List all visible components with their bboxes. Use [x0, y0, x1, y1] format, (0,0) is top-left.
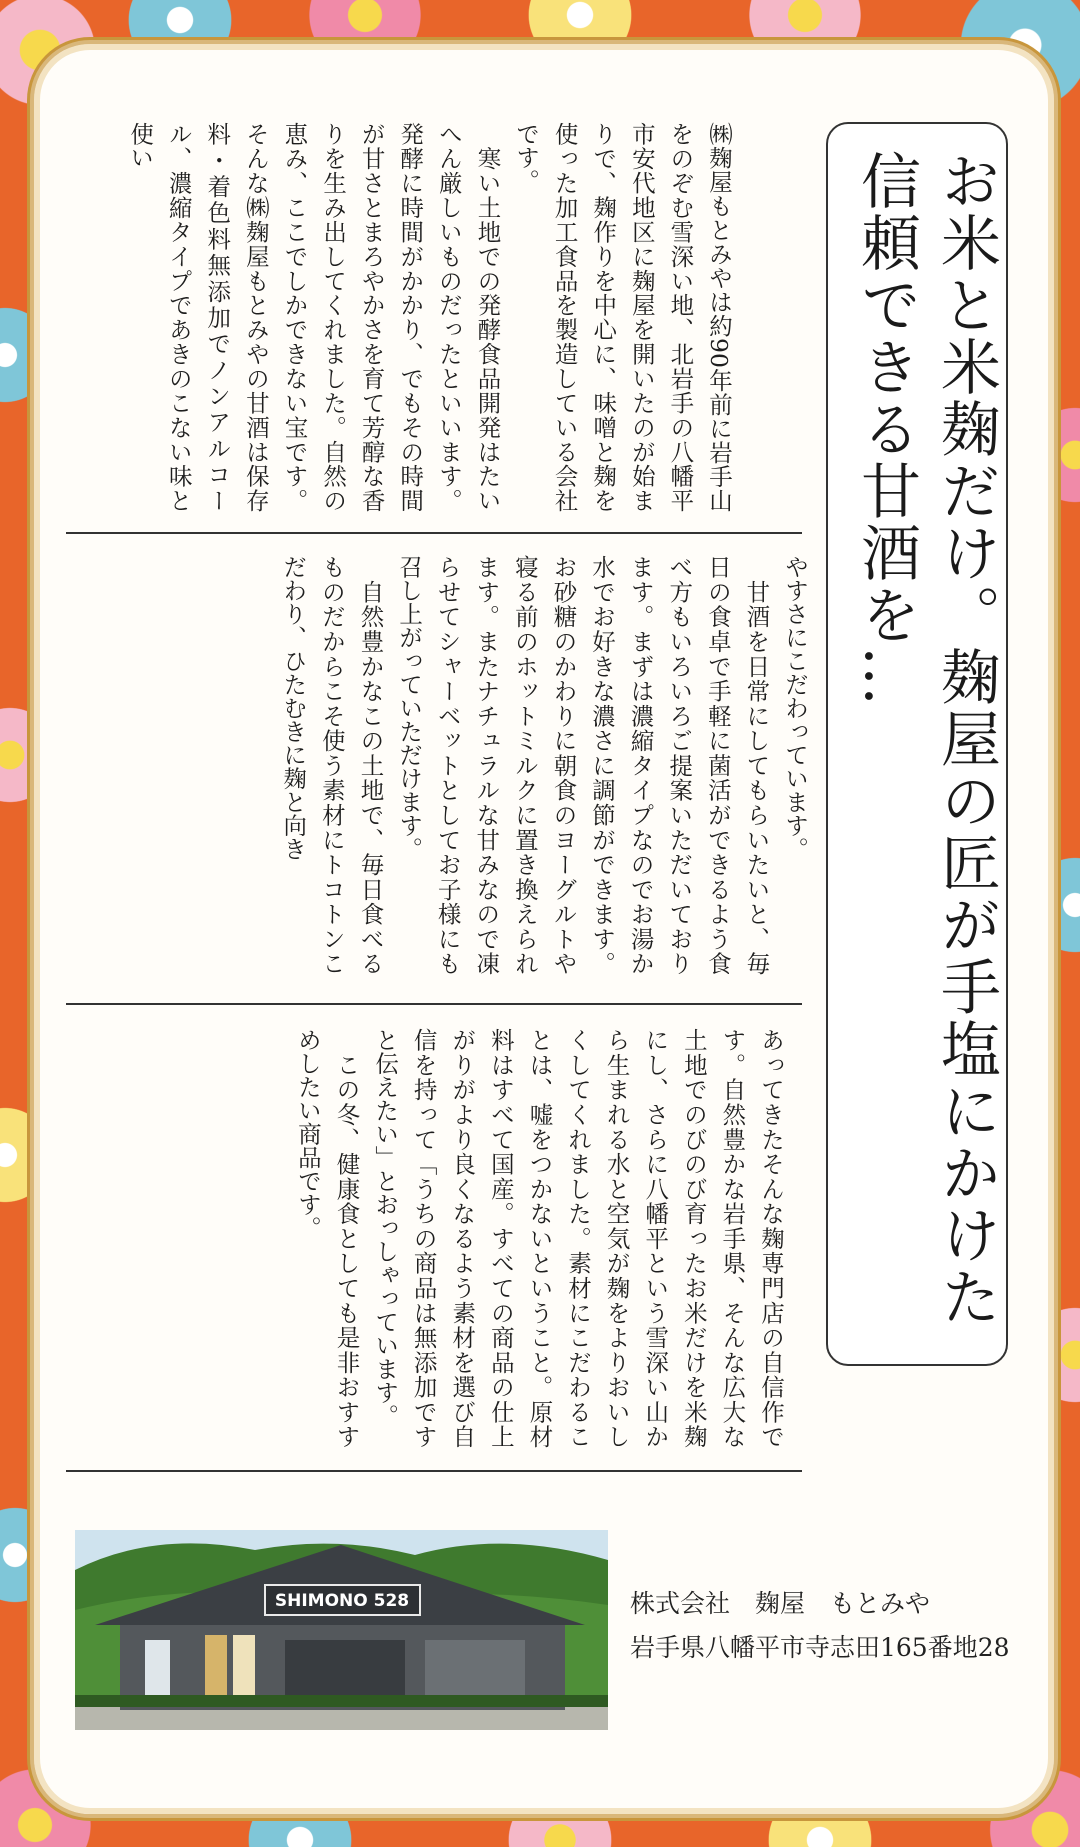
storefront-sign: SHIMONO 528 [274, 1591, 410, 1611]
article-column-2: やすさにこだわっています。 甘酒を日常にしてもらいたいと、毎日の食卓で手軽に菌活ができるよう食べ方もいろいろご提案いただいております。まずは濃縮タイプなのでお湯か水でお好きな濃さに調節ができます。お砂糖のかわりに朝食のヨーグルトや寝る前のホットミルクに置き換えられます。またナチュラルな甘みなので凍らせてシャーベットとしてお子様にも召し上がっていただけます。 自然豊かなこの土地で、毎日食べるものだからこそ使う素材にトコトンこだわり、ひたむきに麹と向き [279, 555, 809, 975]
headline: お米と米麹だけ。麹屋の匠が手塩にかけた信頼できる甘酒を… [851, 150, 1001, 1328]
article-column-3: あってきたそんな麹専門店の自信作です。自然豊かな岩手県、そんな広大な土地でのびのび育ったお米だけを米麹にし、さらに八幡平という雪深い山から生まれる水と空気が麹をよりおいしくしてくれました。素材にこだわることは、嘘をつかないということ。原材料はすべて国産。すべての商品の仕上がりがより良くなるよう素材を選び自信を持って「うちの商品は無添加ですと伝えたい」とおっしゃっています。 この冬、健康食としても是非おすすめしたい商品です。 [293, 1028, 785, 1448]
company-address: 岩手県八幡平市寺志田165番地28 [630, 1633, 1010, 1662]
headline-box [826, 122, 1008, 1366]
column-divider [66, 1003, 802, 1005]
company-name: 株式会社 麹屋 もとみや [630, 1589, 931, 1618]
article-column-1: ㈱麹屋もとみやは約90年前に岩手山をのぞむ雪深い地、北岩手の八幡平市安代地区に麹屋を開いたのが始まりで、麹作りを中心に、味噌と麹を使った加工食品を製造している会社です。 寒い土地での発酵食品開発はたいへん厳しいものだったといいます。発酵に時間がかかり、でもその時間が甘さとまろやかさを育て芳醇な香りを生み出してくれました。自然の恵み、ここでしかできない宝です。そんな㈱麹屋もとみやの甘酒は保存料・着色料無添加でノンアルコール、濃縮タイプであきのこない味と使い [126, 122, 733, 512]
storefront-photo [75, 1530, 608, 1730]
column-divider [66, 532, 802, 534]
company-info [630, 1582, 1010, 1670]
column-divider [66, 1470, 802, 1472]
